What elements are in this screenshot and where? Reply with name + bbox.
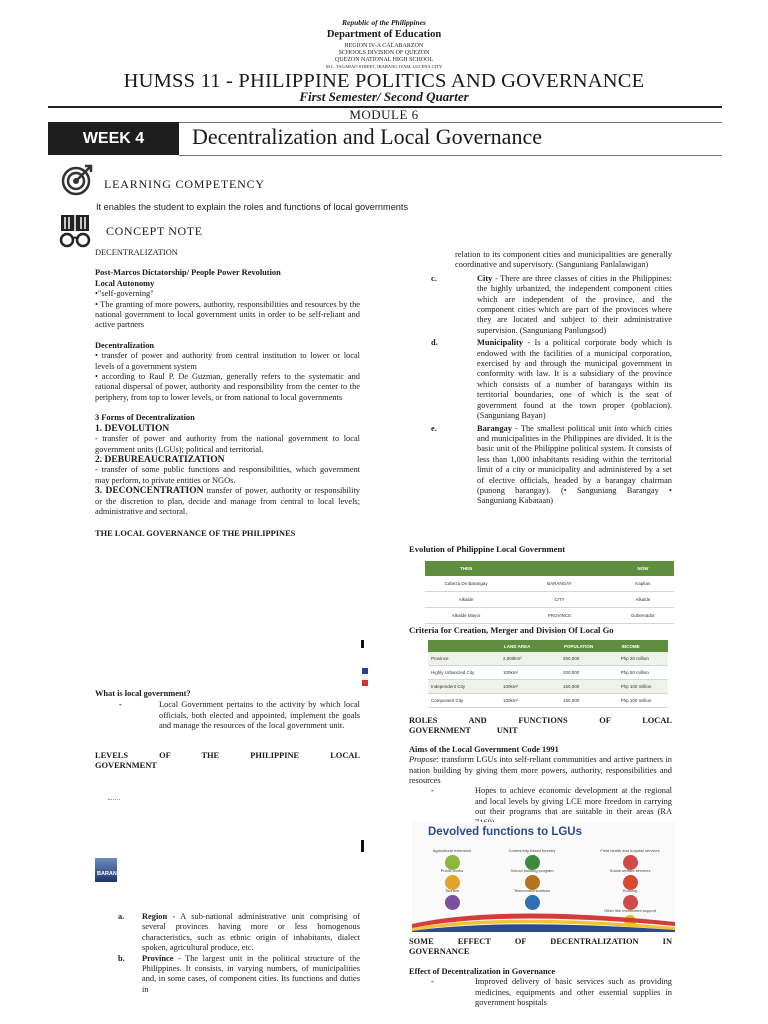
table-row xyxy=(425,608,674,624)
devolved-item xyxy=(422,848,482,870)
evolution-table xyxy=(425,561,674,624)
book-glasses-icon xyxy=(58,213,92,249)
table-cell: 200,000 xyxy=(560,666,618,680)
week-label: WEEK 4 xyxy=(82,129,145,147)
what-is-item xyxy=(95,700,360,731)
criteria-col-type xyxy=(428,640,500,652)
table-row xyxy=(425,576,674,592)
level-barangay-term: Barangay xyxy=(477,423,512,433)
level-municipality-body xyxy=(477,338,672,421)
letterhead-address: M.L. TAGARAO STREET, IBABANG IYAM, LUCENA CITY xyxy=(325,64,443,69)
purpose-label: Propose xyxy=(409,755,437,765)
table-cell: Gobernador xyxy=(612,608,674,624)
level-province-term: Province xyxy=(142,953,174,963)
roles-section xyxy=(409,716,672,828)
level-province-marker: b. xyxy=(118,953,125,963)
devolved-item xyxy=(502,848,562,870)
level-city xyxy=(409,274,672,336)
table-cell: PROVINCE xyxy=(507,608,612,624)
letterhead-department: Department of Education xyxy=(326,29,442,40)
evolution-col-now: NOW xyxy=(612,561,674,576)
table-cell: Alkalde Mayor xyxy=(425,608,507,624)
local-governance-heading: THE LOCAL GOVERNANCE OF THE PHILIPPINES xyxy=(95,529,296,539)
concept-note-heading: CONCEPT NOTE xyxy=(106,224,203,238)
table-cell: Alkalde xyxy=(612,592,674,608)
post-marcos-heading: Post-Marcos Dictatorship/ People Power Revolution xyxy=(95,268,281,278)
semester: First Semester/ Second Quarter xyxy=(299,89,469,104)
table-row xyxy=(428,680,668,694)
table-cell: Highly Urbanized City xyxy=(428,666,500,680)
letterhead-republic: Republic of the Philippines xyxy=(342,18,426,27)
criteria-table xyxy=(428,640,668,708)
effect-item xyxy=(409,977,672,1008)
level-city-body xyxy=(477,274,672,336)
roles-heading: ROLES AND FUNCTIONS OF LOCAL GOVERNMENT UNIT xyxy=(409,716,672,736)
table-cell: Php 50 million xyxy=(618,666,668,680)
level-municipality xyxy=(409,338,672,421)
devolved-item-label: Other like investment support xyxy=(603,908,657,913)
form-devolution-title: 1. DEVOLUTION xyxy=(95,423,170,434)
left-column xyxy=(95,248,360,540)
devolved-item-label: Tourism xyxy=(444,888,459,893)
criteria-heading: Criteria for Creation, Merger and Division Of Local Go xyxy=(409,625,614,635)
target-icon xyxy=(60,163,94,197)
level-region-body xyxy=(142,912,360,954)
evolution-col-then: THEN xyxy=(425,561,507,576)
devolved-item-label: School building program xyxy=(510,868,554,873)
level-municipality-term: Municipality xyxy=(477,338,524,348)
level-province xyxy=(118,954,360,996)
level-region-term: Region xyxy=(142,912,168,921)
table-cell: 100km² xyxy=(500,694,560,708)
table-cell: Kapitan xyxy=(612,576,674,592)
devolved-item-label: Field health and hospital services xyxy=(600,848,660,853)
module-label: MODULE 6 xyxy=(349,107,419,122)
table-cell: 100km² xyxy=(500,680,560,694)
form-debureaucratization-title: 2. DEBUREAUCRATIZATION xyxy=(95,454,225,465)
local-autonomy-heading: Local Autonomy xyxy=(95,278,155,288)
week-box xyxy=(48,122,179,155)
form-devolution-text: - transfer of power and authority from the national government to local government units (LGUs); political and territorial. xyxy=(95,434,360,454)
table-cell: 150,000 xyxy=(560,680,618,694)
levels-list xyxy=(118,912,360,995)
decentralization-bullet-1: • transfer of power and authority from central institution to lower or local levels of a government system xyxy=(95,351,360,371)
evolution-heading: Evolution of Philippine Local Government xyxy=(409,544,566,554)
lesson-title: Decentralization and Local Governance xyxy=(192,124,542,149)
decentralization-bullet-2: • according to Raul P. De Guzman, generally refers to the systematic and rational dispersal of power, authority and responsibility from the center to the periphery, from top to lower levels, or from national to local governments xyxy=(95,372,360,402)
faint-graphic-dots xyxy=(108,799,120,802)
level-barangay-text: - The smallest political unit into which cities and municipalities in the Philippines are divided. It is the basic unit of the Philippine political system. It consists of less than 1,000 inhabitants residing within the territorial limit of a city or municipality and administered by a set of elective officials, headed by a barangay chairman (punong barangay). (• Sanguniang Barangay • Sanguniang Kabataan) xyxy=(477,423,672,506)
level-province-text: - The largest unit in the political structure of the Philippines. It consists, in varying numbers, of municipalities and, in some cases, of component cities. Its functions and duties in xyxy=(142,953,360,994)
self-governing: •"self-governing" xyxy=(95,289,154,299)
level-municipality-marker: d. xyxy=(431,338,438,348)
effect-text: Improved delivery of basic services such as providing medicines, equipments and other essential supplies in government hospitals xyxy=(475,977,672,1008)
table-cell: Php 20 million xyxy=(618,652,668,666)
table-cell: 100km² xyxy=(500,666,560,680)
learning-competency-heading: LEARNING COMPETENCY xyxy=(104,177,265,191)
hopes-marker: - xyxy=(431,786,434,796)
province-continued: relation to its component cities and municipalities are generally coordinative and supervisory. (Sanguniang Panlalawigan) xyxy=(455,250,672,270)
level-barangay-body xyxy=(477,424,672,507)
letterhead-division: SCHOOLS DIVISION OF QUEZON xyxy=(338,50,430,56)
right-column-top xyxy=(409,250,672,507)
what-is-text: Local Government pertains to the activity by which local officials, both elected and appointed, implement the goals and manage the resources of the local government unit. xyxy=(159,700,360,731)
table-row xyxy=(428,694,668,708)
criteria-col-income: INCOME xyxy=(618,640,668,652)
purpose-text: : transform LGUs into self-reliant communities and active partners in nation building by giving them more powers, authority, responsibilities and resources xyxy=(409,755,672,786)
table-cell: Php 100 million xyxy=(618,680,668,694)
table-cell: Php 100 million xyxy=(618,694,668,708)
devolved-item-label: Agricultural extension xyxy=(432,848,472,853)
table-cell: 150,000 xyxy=(560,694,618,708)
level-province-body xyxy=(142,954,360,996)
what-is-local-government xyxy=(95,689,360,732)
table-cell: Cabeza De Barangay xyxy=(425,576,507,592)
devolved-item xyxy=(595,868,665,890)
devolved-item-label: Social welfare services xyxy=(609,868,651,873)
purpose-paragraph xyxy=(409,755,672,786)
form-deconcentration-title: 3. DECONCENTRATION xyxy=(95,486,204,497)
effect-heading: Effect of Decentralization in Governance xyxy=(409,966,556,976)
what-is-heading: What is local government? xyxy=(95,689,191,698)
table-row xyxy=(428,652,668,666)
devolved-item-label: Telecommunications xyxy=(513,888,551,893)
devolved-item-label: Public works xyxy=(440,868,464,873)
table-cell: 2,000km² xyxy=(500,652,560,666)
forms-heading: 3 Forms of Decentralization xyxy=(95,413,195,423)
table-cell: Alkalde xyxy=(425,592,507,608)
devolved-item-label: Housing xyxy=(622,888,638,893)
aims-heading: Aims of the Local Government Code 1991 xyxy=(409,744,559,754)
effects-section xyxy=(409,937,672,1008)
level-region-marker: a. xyxy=(118,912,125,921)
evolution-col-mid xyxy=(507,561,612,576)
form-deconcentration xyxy=(95,486,360,517)
table-cell: Independent City xyxy=(428,680,500,694)
level-barangay xyxy=(409,424,672,507)
level-city-marker: c. xyxy=(431,273,437,283)
level-city-text: - There are three classes of cities in the Philippines: the highly urbanized, the independent component cities which are independent of the province, and the component cities which are part of the provinces where they are located and subject to their administrative supervision. (Sanguniang Panlungsod) xyxy=(477,273,672,335)
learning-competency-text: It enables the student to explain the roles and functions of local governments xyxy=(96,202,409,212)
level-region xyxy=(118,912,360,954)
letterhead-region: REGION IV-A CALABARZON xyxy=(344,43,424,49)
level-municipality-text: - Is a political corporate body which is endowed with the facilities of a municipal corporation, exercised by and through the municipal government in conformity with law. It is a subsidiary of the province which consists of a number of barangays within its territorial boundaries, one of which is the seat of government found at the town proper (poblacion). (Sanguniang Bayan) xyxy=(477,338,672,421)
levels-heading: LEVELS OF THE PHILIPPINE LOCAL GOVERNMENT xyxy=(95,751,360,771)
devolved-item xyxy=(422,868,482,890)
hopes-text: Hopes to achieve economic development at the regional and local levels by giving LCE more freedom in carrying out their programs that are suitable in their areas (RA xyxy=(475,786,672,817)
decentralization-subheading: Decentralization xyxy=(95,340,155,350)
levels-image-fragment xyxy=(95,858,117,882)
form-debureaucratization-text: - transfer of some public functions and responsibilities, which government may perform, to private entities or NGOs. xyxy=(95,465,360,485)
table-row xyxy=(425,592,674,608)
effect-marker: - xyxy=(431,977,434,987)
small-bar-mark-2 xyxy=(361,840,364,852)
levels-image-caption: BARAN xyxy=(97,871,117,877)
letterhead-school: QUEZON NATIONAL HIGH SCHOOL xyxy=(334,57,434,63)
flag-strip-1 xyxy=(362,668,368,686)
table-cell: 250,000 xyxy=(560,652,618,666)
small-bar-mark-1 xyxy=(361,640,364,648)
decentralization-heading: DECENTRALIZATION xyxy=(95,248,178,257)
form-deconcentration-text: transfer of power, authority or responsibility or the discretion to plan, decide and manage from central to local levels; administrative and sectoral. xyxy=(95,486,360,516)
devolved-graphic xyxy=(412,822,675,930)
devolved-item-label: Community based forestry xyxy=(508,848,556,853)
table-cell: BARANGAY xyxy=(507,576,612,592)
level-barangay-marker: e. xyxy=(431,423,437,433)
criteria-col-land: LAND AREA xyxy=(500,640,560,652)
ribbon-swoosh xyxy=(412,902,675,932)
table-cell: Province xyxy=(428,652,500,666)
what-is-marker: - xyxy=(119,700,122,710)
some-effect-heading: SOME EFFECT OF DECENTRALIZATION IN GOVERNANCE xyxy=(409,937,672,957)
devolved-heading: Devolved functions to LGUs xyxy=(428,826,582,838)
level-city-term: City xyxy=(477,273,493,283)
table-cell: CITY xyxy=(507,592,612,608)
criteria-col-pop: POPULATION xyxy=(560,640,618,652)
table-row xyxy=(428,666,668,680)
table-cell: Component City xyxy=(428,694,500,708)
autonomy-text: • The granting of more powers, authority, responsibilities and resources by the national government to local government units in order to be self-reliant and active partners xyxy=(95,299,360,330)
devolved-item xyxy=(590,848,670,870)
devolved-item xyxy=(502,868,562,890)
level-region-text: - A sub-national administrative unit comprising of several provinces having more or less homogenous characteristics, such as ethnic origin of inhabitants, dialect spoken, agricultural produce, etc. xyxy=(142,912,360,953)
course-title: HUMSS 11 - PHILIPPINE POLITICS AND GOVERNANCE xyxy=(123,70,645,92)
